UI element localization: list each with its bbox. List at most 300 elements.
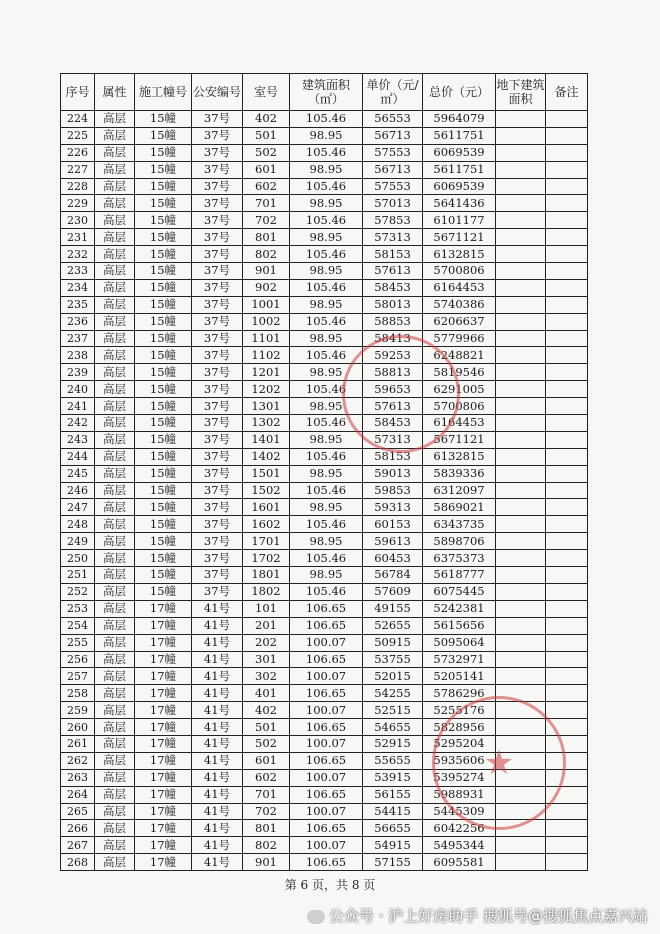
table-cell: 41号 xyxy=(192,786,243,803)
table-cell xyxy=(496,398,546,415)
table-cell: 高层 xyxy=(95,854,135,871)
table-cell: 高层 xyxy=(95,398,135,415)
table-cell: 226 xyxy=(61,144,95,161)
table-cell: 15幢 xyxy=(135,279,192,296)
table-cell: 37号 xyxy=(192,381,243,398)
table-cell xyxy=(546,398,588,415)
price-table xyxy=(60,73,588,871)
table-cell: 15幢 xyxy=(135,499,192,516)
table-row xyxy=(61,735,588,752)
table-cell: 37号 xyxy=(192,279,243,296)
table-cell: 高层 xyxy=(95,212,135,229)
table-cell: 98.95 xyxy=(290,465,363,482)
table-cell: 高层 xyxy=(95,516,135,533)
table-cell: 202 xyxy=(243,634,290,651)
table-cell: 5828956 xyxy=(423,719,496,736)
table-cell: 1002 xyxy=(243,313,290,330)
table-cell: 5819546 xyxy=(423,364,496,381)
table-row xyxy=(61,111,588,128)
table-cell: 15幢 xyxy=(135,482,192,499)
table-cell: 56655 xyxy=(363,820,423,837)
table-cell: 105.46 xyxy=(290,279,363,296)
table-cell: 15幢 xyxy=(135,212,192,229)
table-cell: 701 xyxy=(243,786,290,803)
table-cell xyxy=(546,178,588,195)
table-cell xyxy=(546,719,588,736)
table-cell: 6101177 xyxy=(423,212,496,229)
table-cell: 37号 xyxy=(192,465,243,482)
table-cell: 1302 xyxy=(243,415,290,432)
table-cell xyxy=(496,212,546,229)
column-header: 建筑面积（㎡） xyxy=(290,74,363,111)
table-cell: 17幢 xyxy=(135,651,192,668)
table-cell: 58153 xyxy=(363,448,423,465)
table-row xyxy=(61,144,588,161)
table-row xyxy=(61,837,588,854)
table-cell: 37号 xyxy=(192,347,243,364)
table-cell: 41号 xyxy=(192,600,243,617)
table-cell xyxy=(496,786,546,803)
table-cell: 5700806 xyxy=(423,263,496,280)
table-cell xyxy=(546,465,588,482)
table-cell: 高层 xyxy=(95,161,135,178)
table-cell: 37号 xyxy=(192,550,243,567)
table-cell: 265 xyxy=(61,803,95,820)
table-cell xyxy=(496,854,546,871)
table-cell: 6132815 xyxy=(423,448,496,465)
table-cell: 1402 xyxy=(243,448,290,465)
table-cell: 高层 xyxy=(95,296,135,313)
table-cell: 15幢 xyxy=(135,229,192,246)
watermark xyxy=(307,905,648,926)
table-cell xyxy=(496,144,546,161)
table-cell: 106.65 xyxy=(290,854,363,871)
table-row xyxy=(61,499,588,516)
table-cell: 17幢 xyxy=(135,617,192,634)
table-cell: 60153 xyxy=(363,516,423,533)
table-cell: 501 xyxy=(243,719,290,736)
table-cell: 6164453 xyxy=(423,415,496,432)
table-cell: 243 xyxy=(61,431,95,448)
table-cell: 5988931 xyxy=(423,786,496,803)
table-cell: 98.95 xyxy=(290,330,363,347)
table-cell: 59653 xyxy=(363,381,423,398)
table-cell: 266 xyxy=(61,820,95,837)
table-cell xyxy=(546,431,588,448)
table-cell: 98.95 xyxy=(290,229,363,246)
table-cell: 59313 xyxy=(363,499,423,516)
table-row xyxy=(61,702,588,719)
table-cell: 15幢 xyxy=(135,431,192,448)
table-cell: 高层 xyxy=(95,144,135,161)
table-cell: 55655 xyxy=(363,752,423,769)
table-cell: 57553 xyxy=(363,178,423,195)
table-cell: 15幢 xyxy=(135,144,192,161)
table-cell: 41号 xyxy=(192,685,243,702)
table-cell: 37号 xyxy=(192,398,243,415)
table-cell: 98.95 xyxy=(290,398,363,415)
table-cell xyxy=(496,381,546,398)
table-row xyxy=(61,431,588,448)
table-cell: 6206637 xyxy=(423,313,496,330)
table-row xyxy=(61,567,588,584)
table-cell: 高层 xyxy=(95,786,135,803)
table-cell: 1102 xyxy=(243,347,290,364)
table-cell: 高层 xyxy=(95,820,135,837)
table-cell xyxy=(546,634,588,651)
table-cell: 106.65 xyxy=(290,600,363,617)
table-cell: 237 xyxy=(61,330,95,347)
table-cell: 5740386 xyxy=(423,296,496,313)
table-cell: 702 xyxy=(243,803,290,820)
table-cell: 254 xyxy=(61,617,95,634)
table-cell: 238 xyxy=(61,347,95,364)
table-cell: 37号 xyxy=(192,212,243,229)
table-cell: 901 xyxy=(243,854,290,871)
table-cell: 402 xyxy=(243,702,290,719)
table-cell: 1001 xyxy=(243,296,290,313)
table-cell: 5615656 xyxy=(423,617,496,634)
table-cell: 高层 xyxy=(95,111,135,128)
table-cell: 37号 xyxy=(192,178,243,195)
table-cell xyxy=(496,296,546,313)
table-row xyxy=(61,634,588,651)
table-cell: 5671121 xyxy=(423,229,496,246)
table-cell xyxy=(496,617,546,634)
table-cell: 高层 xyxy=(95,347,135,364)
table-cell: 1701 xyxy=(243,533,290,550)
table-cell: 高层 xyxy=(95,803,135,820)
table-cell: 57609 xyxy=(363,583,423,600)
table-cell: 高层 xyxy=(95,600,135,617)
table-cell: 15幢 xyxy=(135,516,192,533)
table-cell xyxy=(496,465,546,482)
table-row xyxy=(61,195,588,212)
table-cell: 5964079 xyxy=(423,111,496,128)
table-cell: 57313 xyxy=(363,431,423,448)
table-cell xyxy=(546,111,588,128)
table-row xyxy=(61,719,588,736)
table-cell xyxy=(546,246,588,263)
table-cell: 245 xyxy=(61,465,95,482)
table-cell: 241 xyxy=(61,398,95,415)
table-cell: 37号 xyxy=(192,364,243,381)
table-cell: 235 xyxy=(61,296,95,313)
table-cell: 37号 xyxy=(192,533,243,550)
table-cell: 5732971 xyxy=(423,651,496,668)
table-cell: 264 xyxy=(61,786,95,803)
table-cell: 6042256 xyxy=(423,820,496,837)
table-cell xyxy=(496,279,546,296)
table-cell: 100.07 xyxy=(290,769,363,786)
table-cell: 5935606 xyxy=(423,752,496,769)
table-cell: 15幢 xyxy=(135,313,192,330)
table-cell: 37号 xyxy=(192,127,243,144)
table-cell: 17幢 xyxy=(135,752,192,769)
table-cell xyxy=(496,178,546,195)
table-cell: 高层 xyxy=(95,415,135,432)
table-row xyxy=(61,161,588,178)
table-cell xyxy=(496,364,546,381)
table-cell: 5700806 xyxy=(423,398,496,415)
table-cell: 98.95 xyxy=(290,499,363,516)
column-header: 序号 xyxy=(61,74,95,111)
table-cell: 高层 xyxy=(95,178,135,195)
table-cell: 高层 xyxy=(95,431,135,448)
table-cell: 54415 xyxy=(363,803,423,820)
table-cell: 5242381 xyxy=(423,600,496,617)
table-cell xyxy=(496,431,546,448)
table-cell xyxy=(496,634,546,651)
table-cell: 801 xyxy=(243,229,290,246)
table-cell: 1601 xyxy=(243,499,290,516)
table-cell: 5095064 xyxy=(423,634,496,651)
table-cell: 37号 xyxy=(192,431,243,448)
table-cell xyxy=(546,752,588,769)
table-cell xyxy=(496,685,546,702)
table-cell: 41号 xyxy=(192,769,243,786)
table-cell: 15幢 xyxy=(135,161,192,178)
table-cell xyxy=(496,735,546,752)
table-cell: 49155 xyxy=(363,600,423,617)
table-cell: 225 xyxy=(61,127,95,144)
table-cell: 901 xyxy=(243,263,290,280)
table-cell: 37号 xyxy=(192,499,243,516)
table-cell: 15幢 xyxy=(135,550,192,567)
table-cell: 402 xyxy=(243,111,290,128)
table-row xyxy=(61,127,588,144)
table-cell xyxy=(496,702,546,719)
table-cell: 244 xyxy=(61,448,95,465)
table-cell: 6164453 xyxy=(423,279,496,296)
table-cell: 57313 xyxy=(363,229,423,246)
table-cell: 15幢 xyxy=(135,195,192,212)
table-cell xyxy=(546,820,588,837)
table-cell: 17幢 xyxy=(135,820,192,837)
table-cell xyxy=(496,651,546,668)
table-cell: 41号 xyxy=(192,651,243,668)
table-row xyxy=(61,465,588,482)
table-cell xyxy=(546,516,588,533)
table-row xyxy=(61,381,588,398)
table-cell xyxy=(496,719,546,736)
table-cell: 239 xyxy=(61,364,95,381)
table-cell: 1802 xyxy=(243,583,290,600)
table-cell: 5786296 xyxy=(423,685,496,702)
table-cell: 高层 xyxy=(95,719,135,736)
table-cell xyxy=(546,786,588,803)
table-row xyxy=(61,803,588,820)
table-cell: 高层 xyxy=(95,195,135,212)
table-cell xyxy=(546,600,588,617)
table-cell: 106.65 xyxy=(290,651,363,668)
table-cell: 58413 xyxy=(363,330,423,347)
table-cell xyxy=(546,229,588,246)
table-cell: 53755 xyxy=(363,651,423,668)
table-cell xyxy=(496,769,546,786)
column-header: 属性 xyxy=(95,74,135,111)
table-cell: 5641436 xyxy=(423,195,496,212)
table-cell: 高层 xyxy=(95,533,135,550)
table-cell: 57013 xyxy=(363,195,423,212)
table-cell: 1201 xyxy=(243,364,290,381)
table-cell: 101 xyxy=(243,600,290,617)
table-cell: 1602 xyxy=(243,516,290,533)
table-cell xyxy=(496,820,546,837)
table-cell: 260 xyxy=(61,719,95,736)
table-cell: 105.46 xyxy=(290,347,363,364)
table-row xyxy=(61,212,588,229)
table-cell: 105.46 xyxy=(290,246,363,263)
table-cell: 41号 xyxy=(192,668,243,685)
table-cell xyxy=(496,111,546,128)
table-cell xyxy=(546,617,588,634)
table-cell: 6069539 xyxy=(423,178,496,195)
table-cell: 37号 xyxy=(192,144,243,161)
table-cell: 5611751 xyxy=(423,161,496,178)
table-cell xyxy=(546,685,588,702)
table-cell: 17幢 xyxy=(135,735,192,752)
table-cell xyxy=(546,127,588,144)
table-cell: 37号 xyxy=(192,516,243,533)
table-cell: 98.95 xyxy=(290,127,363,144)
table-cell xyxy=(546,263,588,280)
column-header: 地下建筑面积 xyxy=(496,74,546,111)
table-cell: 56155 xyxy=(363,786,423,803)
table-cell xyxy=(496,330,546,347)
table-cell: 15幢 xyxy=(135,465,192,482)
table-cell: 58813 xyxy=(363,364,423,381)
table-cell: 1501 xyxy=(243,465,290,482)
table-cell: 56553 xyxy=(363,111,423,128)
table-cell: 98.95 xyxy=(290,161,363,178)
table-cell xyxy=(496,668,546,685)
table-cell: 37号 xyxy=(192,161,243,178)
table-cell: 5839336 xyxy=(423,465,496,482)
table-cell: 高层 xyxy=(95,330,135,347)
table-cell: 57553 xyxy=(363,144,423,161)
table-cell: 37号 xyxy=(192,330,243,347)
table-cell: 41号 xyxy=(192,803,243,820)
table-body xyxy=(61,111,588,871)
column-header: 公安编号 xyxy=(192,74,243,111)
table-row xyxy=(61,668,588,685)
table-cell: 高层 xyxy=(95,364,135,381)
table-cell: 401 xyxy=(243,685,290,702)
table-cell: 41号 xyxy=(192,752,243,769)
table-cell: 17幢 xyxy=(135,600,192,617)
table-cell: 6069539 xyxy=(423,144,496,161)
table-cell: 15幢 xyxy=(135,246,192,263)
wechat-icon xyxy=(307,910,325,924)
table-cell: 37号 xyxy=(192,567,243,584)
table-cell: 17幢 xyxy=(135,786,192,803)
table-cell: 1401 xyxy=(243,431,290,448)
table-cell: 5495344 xyxy=(423,837,496,854)
table-cell: 247 xyxy=(61,499,95,516)
table-cell: 802 xyxy=(243,246,290,263)
table-cell: 15幢 xyxy=(135,364,192,381)
table-cell: 37号 xyxy=(192,415,243,432)
table-cell xyxy=(496,752,546,769)
table-cell: 高层 xyxy=(95,583,135,600)
table-cell: 601 xyxy=(243,752,290,769)
table-cell: 15幢 xyxy=(135,381,192,398)
table-row xyxy=(61,415,588,432)
table-cell: 250 xyxy=(61,550,95,567)
table-cell xyxy=(496,482,546,499)
table-cell: 37号 xyxy=(192,482,243,499)
table-cell: 高层 xyxy=(95,837,135,854)
table-cell xyxy=(546,415,588,432)
table-cell: 106.65 xyxy=(290,820,363,837)
table-cell: 100.07 xyxy=(290,668,363,685)
table-cell: 105.46 xyxy=(290,381,363,398)
table-cell xyxy=(546,769,588,786)
table-cell: 251 xyxy=(61,567,95,584)
table-cell: 1801 xyxy=(243,567,290,584)
table-cell: 58853 xyxy=(363,313,423,330)
table-cell: 37号 xyxy=(192,263,243,280)
table-cell xyxy=(496,448,546,465)
table-row xyxy=(61,583,588,600)
table-cell: 601 xyxy=(243,161,290,178)
table-cell: 17幢 xyxy=(135,685,192,702)
table-cell: 236 xyxy=(61,313,95,330)
table-cell: 54655 xyxy=(363,719,423,736)
table-cell: 262 xyxy=(61,752,95,769)
table-cell: 高层 xyxy=(95,769,135,786)
table-row xyxy=(61,685,588,702)
table-cell: 5671121 xyxy=(423,431,496,448)
table-cell: 98.95 xyxy=(290,567,363,584)
table-row xyxy=(61,769,588,786)
table-cell xyxy=(496,263,546,280)
table-cell: 59853 xyxy=(363,482,423,499)
table-cell: 256 xyxy=(61,651,95,668)
table-cell: 15幢 xyxy=(135,263,192,280)
table-cell: 1702 xyxy=(243,550,290,567)
table-cell xyxy=(496,246,546,263)
table-cell: 5295204 xyxy=(423,735,496,752)
table-cell: 37号 xyxy=(192,448,243,465)
table-cell: 高层 xyxy=(95,702,135,719)
table-cell: 高层 xyxy=(95,229,135,246)
table-cell: 6312097 xyxy=(423,482,496,499)
table-cell: 17幢 xyxy=(135,837,192,854)
table-cell xyxy=(496,499,546,516)
table-cell xyxy=(546,651,588,668)
table-cell: 100.07 xyxy=(290,735,363,752)
table-cell: 229 xyxy=(61,195,95,212)
table-cell: 高层 xyxy=(95,567,135,584)
column-header: 施工幢号 xyxy=(135,74,192,111)
table-row xyxy=(61,296,588,313)
table-cell: 501 xyxy=(243,127,290,144)
table-cell: 105.46 xyxy=(290,178,363,195)
table-cell: 5611751 xyxy=(423,127,496,144)
table-cell xyxy=(496,550,546,567)
table-cell: 801 xyxy=(243,820,290,837)
page-number: 第 6 页，共 8 页 xyxy=(284,878,376,892)
table-cell: 58453 xyxy=(363,279,423,296)
table-cell: 105.46 xyxy=(290,415,363,432)
table-row xyxy=(61,482,588,499)
table-cell: 57853 xyxy=(363,212,423,229)
table-row xyxy=(61,786,588,803)
table-cell: 105.46 xyxy=(290,516,363,533)
table-cell xyxy=(546,381,588,398)
